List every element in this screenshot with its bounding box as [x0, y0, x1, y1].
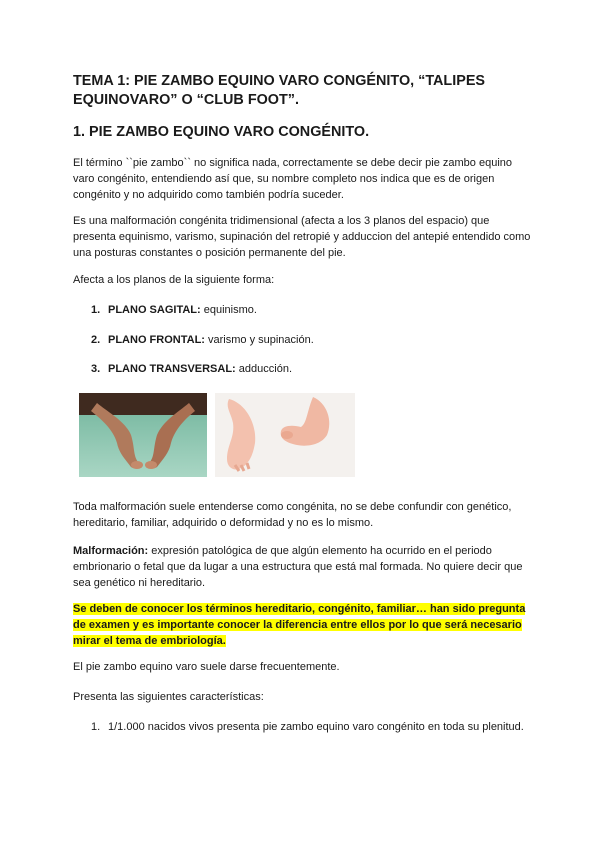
plane-item: [91, 332, 314, 348]
plane-number: 3.: [91, 363, 101, 375]
paragraph-planes-intro: Afecta a los planos de la siguiente forma:: [73, 274, 275, 286]
clubfoot-photo-1: [79, 393, 207, 477]
document-title: TEMA 1: PIE ZAMBO EQUINO VARO CONGÉNITO, “TALIPES EQUINOVARO” O “CLUB FOOT”.: [73, 73, 486, 108]
plane-label: PLANO SAGITAL:: [108, 304, 201, 316]
paragraph-malformation-def: [73, 543, 533, 591]
plane-label: PLANO FRONTAL:: [108, 334, 205, 346]
exam-note: [73, 601, 533, 649]
characteristic-text: 1/1.000 nacidos vivos presenta pie zambo equino varo congénito en toda su plenitud.: [108, 721, 524, 733]
highlighted-note: Se deben de conocer los términos hereditario, congénito, familiar… han sido pregunta de examen y es importante conocer la diferencia entre ellos por lo que será necesario mirar el tema de embriología.: [73, 603, 526, 647]
paragraph-intro: El término ``pie zambo`` no significa nada, correctamente se debe decir pie zambo equino varo congénito, entendiendo así que, su nombre completo nos indica que es de origen congénito y no adquirido como también podría suceder.: [73, 157, 513, 201]
plane-text: varismo y supinación.: [204, 334, 314, 346]
section-heading: 1. PIE ZAMBO EQUINO VARO CONGÉNITO.: [73, 124, 370, 140]
paragraph-frequency: El pie zambo equino varo suele darse frecuentemente.: [73, 661, 340, 673]
plane-number: 1.: [91, 304, 101, 316]
paragraph-malformation-note: Toda malformación suele entenderse como congénita, no se debe confundir con genético, hereditario, familiar, adquirido o deformidad y no es lo mismo.: [73, 501, 512, 529]
characteristic-number: 1.: [91, 721, 101, 733]
plane-text: equinismo.: [200, 304, 257, 316]
clubfoot-photos: [79, 393, 355, 477]
plane-text: adducción.: [235, 363, 292, 375]
plane-label: PLANO TRANSVERSAL:: [108, 363, 236, 375]
clubfoot-photo-2: [215, 393, 355, 477]
plane-item: [91, 302, 257, 318]
paragraph-definition: Es una malformación congénita tridimensional (afecta a los 3 planos del espacio) que presenta equinismo, varismo, supinación del retropié y adduccion del antepié entendido como una posturas constantes o posición permanente del pie.: [73, 215, 531, 259]
paragraph-characteristics-intro: Presenta las siguientes características:: [73, 691, 264, 703]
definition-text: expresión patológica de que algún elemento ha ocurrido en el periodo embrionario o fetal que da lugar a una estructura que está mal formada. No quiere decir que sea genético ni hereditario.: [73, 545, 523, 589]
plane-item: [91, 361, 292, 377]
characteristic-item: [91, 719, 531, 735]
definition-term: Malformación:: [73, 545, 149, 557]
plane-number: 2.: [91, 334, 101, 346]
